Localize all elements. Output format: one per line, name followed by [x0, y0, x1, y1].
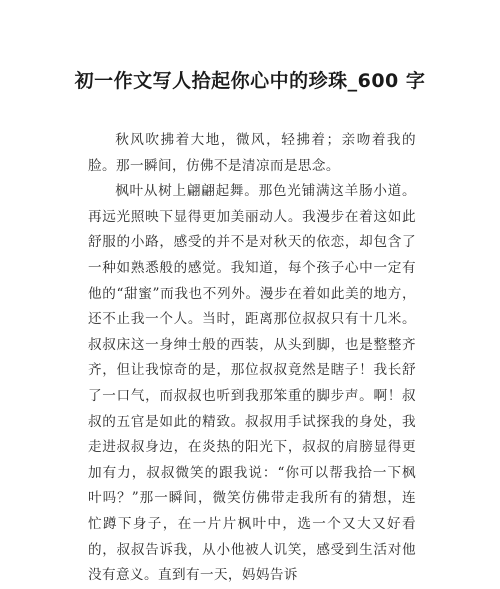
document-body: [88, 128, 416, 589]
paragraph-1: 秋风吹拂着大地，微风，轻拂着；亲吻着我的脸。那一瞬间，仿佛不是清凉而是思念。: [88, 132, 416, 174]
paragraph-2: 枫叶从树上翩翩起舞。那色光铺满这羊肠小道。再远光照映下显得更加美丽动人。我漫步在着这如此舒服的小路，感受的并不是对秋天的依恋，却包含了一种如熟悉般的感觉。我知道，每个孩子心中一定有他的“甜蜜”而我也不列外。漫步在着如此美的地方，还不止我一个人。当时，距离那位叔叔只有十几米。叔叔床这一身绅士般的西装，从头到脚，也是整整齐齐，但让我惊奇的是，那位叔叔竟然是瞎子！我长舒了一口气，而叔叔也听到我那笨重的脚步声。啊！叔叔的五官是如此的精致。叔叔用手试探我的身处，我走进叔叔身边，在炎热的阳光下，叔叔的肩膀显得更加有力，叔叔微笑的跟我说：“你可以帮我拾一下枫叶吗？”那一瞬间，微笑仿佛带走我所有的猜想，连忙蹲下身子，在一片片枫叶中，选一个又大又好看的，叔叔告诉我，从小他被人讥笑，感受到生活对他没有意义。直到有一天，妈妈告诉: [88, 183, 416, 584]
document-title: 初一作文写人拾起你心中的珍珠_600 字: [74, 70, 426, 92]
